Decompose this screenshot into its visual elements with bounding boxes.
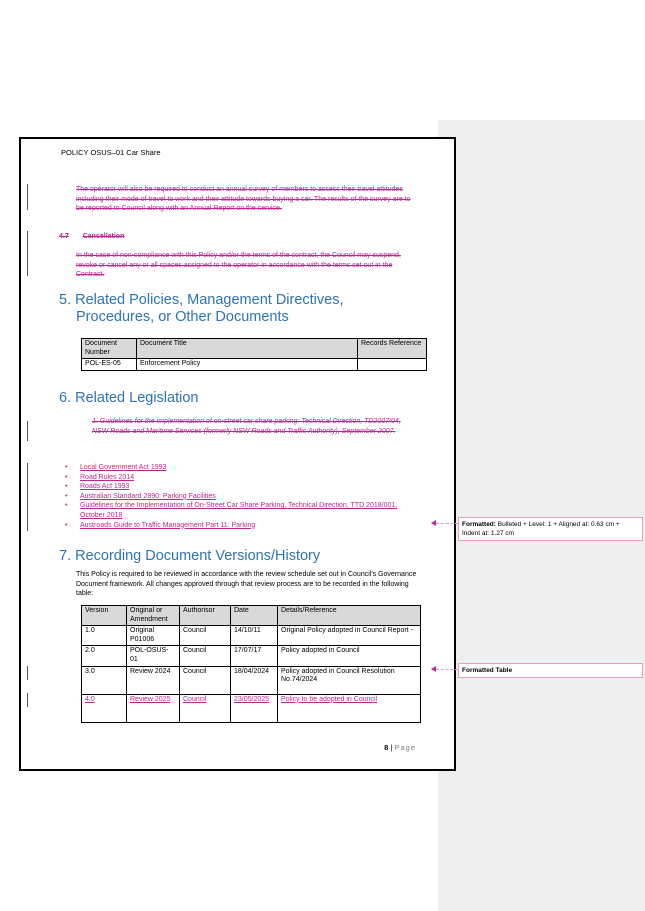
list-item-text: Australian Standard 2890: Parking Facilities	[80, 492, 216, 500]
table-header: Version	[82, 606, 127, 626]
table-cell: 23/05/2025	[231, 694, 278, 722]
list-item	[65, 521, 410, 531]
table-row	[82, 646, 421, 666]
table-cell: Council	[180, 646, 231, 666]
bullet-icon: •	[65, 464, 68, 471]
table-header: Document Number	[82, 339, 137, 359]
comment-bubble-formatted-table[interactable]	[458, 663, 643, 678]
table-cell: 3.0	[82, 666, 127, 694]
list-item-text: Austroads Guide to Traffic Management Part 11: Parking	[80, 521, 256, 529]
legislation-list	[65, 463, 410, 530]
section-title: Cancellation	[82, 233, 125, 240]
table-cell: POL-OSUS-01	[127, 646, 180, 666]
comment-leader-line	[436, 669, 458, 670]
table-cell: 1.0	[82, 626, 127, 646]
heading-line: 5. Related Policies, Management Directives,	[59, 292, 344, 308]
page-label: Page	[394, 743, 416, 752]
document-page	[19, 137, 456, 771]
table-cell: Policy to be adopted in Council	[278, 694, 421, 722]
list-item-text: Guidelines for the Implementation of On-Street Car Share Parking, Technical Direction, TTD 2018/001, October 2018	[80, 502, 398, 519]
list-item-text: Road Rules 2014	[80, 473, 135, 481]
version-history-table	[81, 605, 421, 723]
table-row	[82, 694, 421, 722]
table-header: Authorisor	[180, 606, 231, 626]
page-footer	[384, 743, 416, 752]
table-header: Details/Reference	[278, 606, 421, 626]
table-cell: Original P01006	[127, 626, 180, 646]
comment-leader-line	[436, 523, 458, 524]
list-item	[65, 492, 410, 502]
section-number: 4.7	[59, 233, 69, 240]
footer-separator: |	[390, 743, 393, 752]
table-cell: 14/10/11	[231, 626, 278, 646]
list-item	[65, 463, 410, 473]
section-4-7-heading	[59, 232, 124, 242]
bullet-icon: •	[65, 483, 68, 491]
list-item	[65, 473, 410, 483]
table-row	[82, 359, 427, 371]
deleted-paragraph: The operator will also be required to conduct an annual survey of members to assess their travel attitudes including their mode of travel to work and their attitude towards buying a car. The results of the survey are to be reported to Council along with an Annual Report on the service.	[76, 186, 411, 213]
table-cell: Council	[180, 666, 231, 694]
comment-bubble-formatted[interactable]	[458, 517, 643, 541]
comment-label: Formatted:	[462, 521, 496, 528]
table-cell: 4.0	[82, 694, 127, 722]
bullet-icon: •	[65, 521, 68, 529]
change-bar	[27, 693, 28, 707]
table-cell: POL-ES-05	[82, 359, 137, 371]
page-header: POLICY OSUS–01 Car Share	[61, 148, 161, 157]
comment-label: Formatted Table	[462, 667, 513, 674]
table-header: Document Title	[137, 339, 358, 359]
table-cell: Council	[180, 694, 231, 722]
page-number: 8	[384, 743, 389, 752]
table-cell: Review 2024	[127, 666, 180, 694]
table-header: Original or Amendment	[127, 606, 180, 626]
section-7-heading: 7. Recording Document Versions/History	[59, 548, 321, 564]
list-item	[65, 482, 410, 492]
change-bar	[27, 231, 28, 276]
table-cell: Original Policy adopted in Council Report -	[278, 626, 421, 646]
comment-text: Bulleted + Level: 1 + Aligned at: 0.63 cm + Indent at: 1.27 cm	[462, 521, 620, 537]
table-cell: 2.0	[82, 646, 127, 666]
change-bar	[27, 463, 28, 531]
bullet-icon: •	[65, 502, 68, 510]
table-cell: Enforcement Policy	[137, 359, 358, 371]
change-bar	[27, 184, 28, 210]
table-cell: 17/07/17	[231, 646, 278, 666]
table-cell: Review 2025	[127, 694, 180, 722]
list-item-text: Local Government Act 1993	[80, 464, 167, 471]
bullet-icon: •	[65, 492, 68, 500]
comments-pane	[438, 120, 645, 911]
table-row	[82, 626, 421, 646]
section-4-7-text: In the case of non-compliance with this Policy and/or the terms of the contract, the Council may suspend, revoke or cancel any or all spaces assigned to the operator in accordance with the terms set out in the Contract.	[76, 252, 401, 279]
list-item	[65, 501, 410, 520]
section-5-heading	[59, 292, 344, 326]
table-cell: Policy adopted in Council Resolution No.74/2024	[278, 666, 421, 694]
table-cell	[358, 359, 427, 371]
table-cell: Policy adopted in Council	[278, 646, 421, 666]
table-header: Date	[231, 606, 278, 626]
bullet-icon: •	[65, 473, 68, 481]
table-row	[82, 666, 421, 694]
section-7-intro: This Policy is required to be reviewed in accordance with the review schedule set out in Council's Governance Document framework. All changes approved through that review process are to be recorded in the following table:	[76, 571, 417, 598]
deleted-legislation-item: 1. Guidelines for the implementation of on-street car share parking: Technical Direction, TD2007/04, NSW Roads and Maritime Services (formerly NSW Roads and Traffic Authority), September 2007.	[92, 418, 401, 435]
related-documents-table	[81, 338, 427, 371]
heading-line: Procedures, or Other Documents	[76, 309, 289, 325]
table-header: Records Reference	[358, 339, 427, 359]
list-item-text: Roads Act 1993	[80, 483, 130, 491]
change-bar	[27, 666, 28, 680]
table-cell: 18/04/2024	[231, 666, 278, 694]
change-bar	[27, 421, 28, 441]
table-cell: Council	[180, 626, 231, 646]
section-6-heading: 6. Related Legislation	[59, 390, 199, 406]
